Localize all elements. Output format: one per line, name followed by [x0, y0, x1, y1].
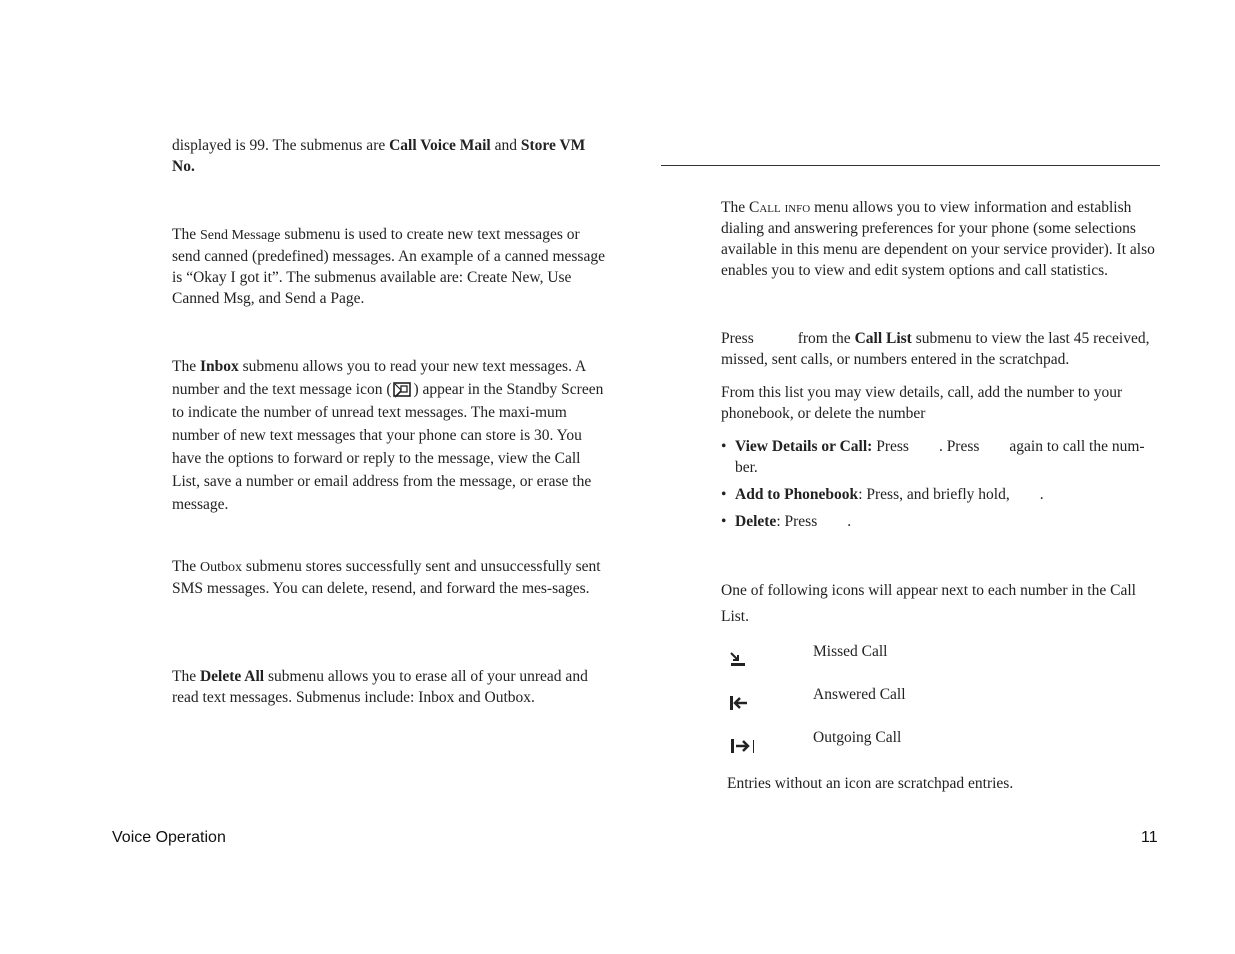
bullet-text	[735, 484, 1161, 505]
footer-section-title: Voice Operation	[112, 829, 226, 846]
text: displayed is 99. The submenus are	[172, 137, 390, 154]
text: The	[172, 226, 200, 243]
text: The	[172, 668, 200, 685]
store-vm-no-term: Store VM No.	[172, 137, 586, 175]
text: The	[172, 558, 200, 575]
text: submenu to view the last 45 received, missed, sent calls, or numbers entered in the scratchpad.	[721, 330, 1150, 368]
text: submenu is used to create new text messages or send canned (predefined) messages. An example of a canned message is “Okay I got it”. The submenus available are: Create New, Use Canned Msg, and Send a Page.	[172, 226, 605, 307]
call-info-term: Call info	[748, 199, 811, 216]
outgoing-call-label: Outgoing Call	[813, 729, 902, 746]
text-message-icon	[392, 380, 414, 400]
text: : Press, and briefly hold,	[858, 486, 1010, 503]
outbox-term: Outbox	[199, 560, 242, 575]
bullet-dot: •	[721, 513, 727, 530]
text: .	[847, 513, 852, 530]
text: again to call the num-ber.	[735, 438, 1145, 476]
bullet-dot: •	[721, 486, 727, 503]
icons-intro-paragraph: One of following icons will appear next to each number in the Call List.	[721, 582, 1136, 625]
text: : Press	[776, 513, 818, 530]
outbox-paragraph	[172, 556, 609, 599]
from-list-paragraph: From this list you may view details, call, add the number to your phonebook, or delete the number	[721, 384, 1123, 422]
text: Press	[872, 438, 909, 455]
answered-call-icon	[728, 693, 756, 713]
section-divider	[661, 165, 1160, 166]
call-list-paragraph	[721, 328, 1161, 370]
voicemail-submenus-text	[172, 135, 609, 177]
bullet-view-details	[721, 436, 1161, 478]
delete-all-paragraph	[172, 666, 609, 708]
text: The	[172, 358, 200, 375]
inbox-term: Inbox	[199, 358, 239, 375]
bullet-delete	[721, 511, 1161, 532]
text: submenu stores successfully sent and unsuccessfully sent SMS messages. You can delete, resend, and forward the mes-sages.	[172, 558, 601, 597]
delete-term: Delete	[735, 513, 777, 530]
call-list-term: Call List	[854, 330, 912, 347]
scratchpad-note: Entries without an icon are scratchpad entries.	[727, 775, 1014, 792]
outgoing-call-icon	[728, 736, 756, 756]
missed-call-icon	[728, 650, 756, 670]
text: submenu allows you to read your new text messages. A number and the text message icon (	[172, 358, 586, 398]
view-details-term: View Details or Call:	[735, 438, 873, 455]
add-to-phonebook-term: Add to Phonebook	[735, 486, 859, 503]
text: .	[1039, 486, 1044, 503]
bullet-text	[735, 436, 1161, 478]
answered-call-label: Answered Call	[813, 686, 906, 703]
bullet-dot: •	[721, 438, 727, 455]
send-message-paragraph	[172, 224, 609, 309]
inbox-paragraph	[172, 355, 609, 516]
missed-call-label: Missed Call	[813, 643, 888, 660]
text: . Press	[938, 438, 980, 455]
page-number: 11	[1141, 829, 1158, 846]
bullet-text	[735, 511, 1161, 532]
text: Press	[721, 330, 754, 347]
text: and	[490, 137, 521, 154]
text: ) appear in the Standby Screen to indicate the number of unread text messages. The maxi-mum number of new text messages that your phone can store is 30. You have the options to forward or reply to the message, view the Call List, save a number or email address from the message, or erase the message.	[172, 381, 604, 513]
text: from the	[797, 330, 855, 347]
send-message-term: Send Message	[199, 228, 281, 243]
bullet-add-to-phonebook	[721, 484, 1161, 505]
delete-all-term: Delete All	[199, 668, 265, 685]
text: submenu allows you to erase all of your unread and read text messages. Submenus include: Inbox and Outbox.	[172, 668, 588, 706]
call-voice-mail-term: Call Voice Mail	[389, 137, 491, 154]
call-info-paragraph	[721, 197, 1161, 281]
text: The	[721, 199, 749, 216]
text: menu allows you to view information and establish dialing and answering preferences for your phone (some selections available in this menu are dependent on your service provider). It also enables you to view and edit system options and call statistics.	[721, 199, 1155, 279]
